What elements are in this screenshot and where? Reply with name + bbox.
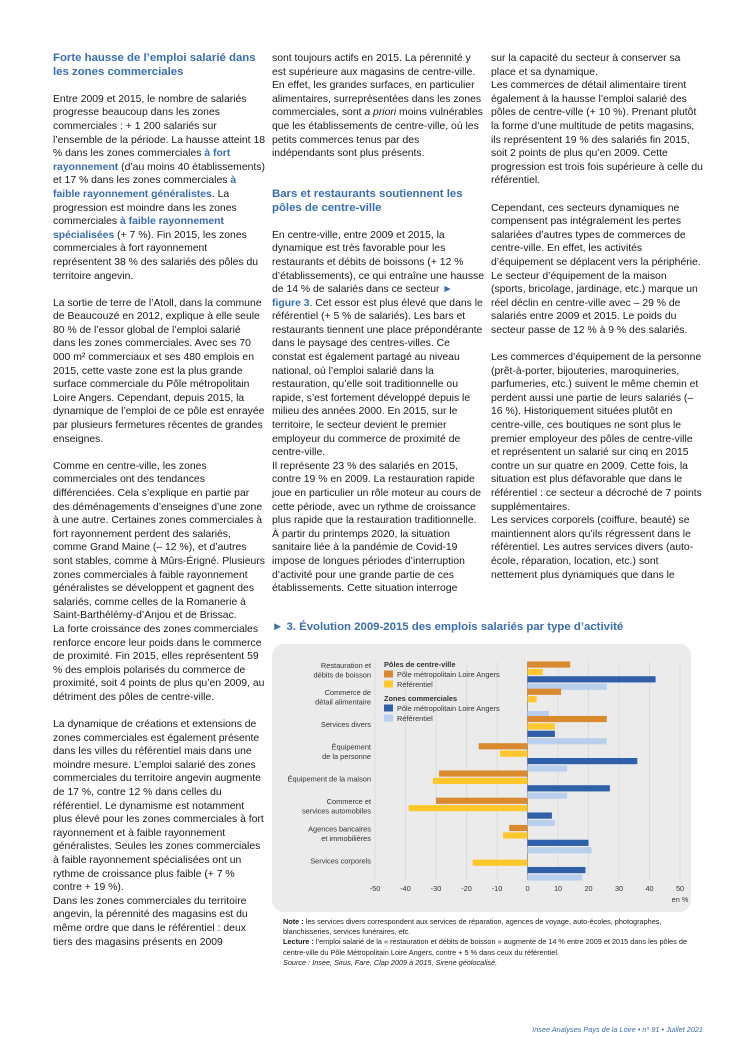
bar — [433, 778, 528, 784]
paragraph: Cependant, ces secteurs dynamiques ne compensent pas intégralement les pertes salariées d’autres types de commerces de centre-ville. En effet, les activités d’équipement se déplacent vers la périphérie. Le secteur d’équipement de la maison (sports, bricolage, jardinage, etc.) marque un réel déclin en centre-ville avec – 29 % de salariés entre 2009 et 2015. Le poids du secteur passe de 12 % à 9 % des salariés. — [491, 202, 701, 336]
bar — [528, 867, 586, 873]
bar — [500, 751, 527, 757]
legend-group-title: Zones commerciales — [384, 694, 458, 703]
legend-swatch — [384, 715, 393, 722]
text: En centre-ville, entre 2009 et 2015, la dynamique est très favorable pour les restaurants et débits de boissons (+ 12 % d’établissements), ce qui entraîne une hausse de 14 % de salariés dans ce secteur — [272, 229, 484, 296]
x-tick-label: 30 — [614, 884, 624, 893]
bar — [528, 669, 543, 675]
x-unit-label: en % — [671, 895, 689, 904]
bar — [509, 825, 527, 831]
x-tick-label: 10 — [553, 884, 563, 893]
x-tick-label: -50 — [369, 884, 381, 893]
lecture — [283, 937, 693, 957]
category-label: Restauration et — [320, 660, 371, 670]
glossary-link-fort-rayonnement[interactable]: à fort rayonnement — [53, 148, 231, 173]
note-etc: etc. — [398, 927, 411, 937]
bar — [528, 716, 607, 722]
category-label: Commerce de — [324, 688, 371, 698]
text: moins vulnérables que les établissements de centre-ville, où les petits commerces tenus par des indépendants sont plus présents. — [272, 107, 483, 160]
note-text: les services divers correspondent aux services de réparation, agences de voyage, auto-écoles, photographes, blanchisseries, services funéraires, — [283, 917, 662, 937]
spacer — [272, 174, 484, 188]
paragraph: Les commerces de détail alimentaire tirent également à la hausse l’emploi salarié des pôles de centre-ville (+ 10 %). Prenant plutôt la forme d’une multitude de petits magasins, ils représentent 19 % des salariés fin 2015, soit 2 points de plus qu’en 2009. Cette progression est trois fois supérieure à celle du référentiel. — [491, 80, 703, 187]
legend-label: Pôle métropolitain Loire Angers — [397, 670, 500, 679]
text: sont toujours actifs en 2015. La pérennité y est supérieure aux magasins de centre-ville. En effet, les grandes surfaces, en particulier alimentaires, surreprésentées dans les zones commerciales, sont — [272, 53, 482, 119]
paragraph — [272, 52, 484, 161]
category-label: débits de boisson — [313, 670, 371, 680]
x-tick-label: -20 — [461, 884, 472, 893]
legend-swatch — [384, 705, 393, 712]
legend-label: Référentiel — [397, 714, 433, 723]
figure-3-link[interactable]: ► figure 3 — [272, 284, 453, 309]
bar — [479, 743, 528, 749]
paragraph: Comme en centre-ville, les zones commerciales ont des tendances différenciées. Cela s’explique en partie par des déménagements d’enseignes d’une zone à une autre. Certaines zones commerciales à fort rayonnement perdent des salariés, comme Grand Maine (– 12 %), et d’autres sont stables, comme à Mûrs-Érigné. Plusieurs zones commerciales à faible rayonnement généralistes se développent et gagnent des salariés, comme celles de la Romanerie à Saint-Barthélémy-d’Anjou et de Brissac. — [53, 460, 265, 622]
legend-label: Référentiel — [397, 680, 433, 689]
x-tick-label: -30 — [430, 884, 442, 893]
bar — [528, 689, 562, 695]
bar — [528, 793, 568, 799]
x-tick-label: -10 — [491, 884, 503, 893]
bar — [436, 798, 528, 804]
column-2 — [272, 52, 484, 596]
x-tick-label: 0 — [525, 884, 530, 893]
legend-label: Pôle métropolitain Loire Angers — [397, 704, 500, 713]
category-label: de la personne — [322, 752, 371, 762]
note-label: Note : — [283, 917, 304, 926]
bar — [528, 840, 589, 846]
category-label: détail alimentaire — [315, 697, 371, 707]
bar — [528, 723, 555, 729]
paragraph: La dynamique de créations et extensions de zones commerciales est également présente dans les villes du référentiel mais dans une moindre mesure. L’emploi salarié des zones commerciales du territoire angevin augmente de 17 %, contre 12 % dans celles du référentiel. Le dynamisme est notamment plus élevé pour les zones commerciales à fort rayonnement et à faible rayonnement généralistes. Seules les zones commerciales à faible rayonnement spécialisées ont un rythme de croissance plus faible (+ 7 % contre + 19 %). — [53, 719, 264, 894]
bar — [439, 770, 527, 776]
column-3 — [491, 52, 703, 582]
category-label: Agences bancaires — [308, 824, 371, 834]
category-label: services automobiles — [301, 806, 371, 816]
source — [283, 958, 693, 968]
bar — [528, 847, 592, 853]
category-label: et immobilières — [321, 833, 371, 843]
paragraph: Les services corporels (coiffure, beauté) se maintiennent alors qu’ils régressent dans le référentiel. Les autres services divers (auto-école, réparation, location, etc.) sont nettement plus dynamiques que dans le — [491, 515, 694, 581]
lecture-label: Lecture : — [283, 937, 314, 947]
paragraph: Dans les zones commerciales du territoire angevin, la pérennité des magasins est du même ordre que dans le référentiel : deux tiers des magasins présents en 2009 — [53, 895, 248, 948]
bar — [528, 731, 555, 737]
category-label: Services corporels — [310, 856, 371, 866]
bar-chart — [272, 644, 702, 916]
source-text: Source : Insee, Sirus, Fare, Clap 2009 à 2015, Sirene géolocalisé. — [283, 957, 498, 967]
x-tick-label: 50 — [675, 884, 685, 893]
bar — [528, 812, 552, 818]
bar — [528, 758, 638, 764]
page-footer: Insee Analyses Pays de la Loire • n° 91 • Juillet 2021 — [532, 1025, 703, 1034]
paragraph: sur la capacité du secteur à conserver sa place et sa dynamique. — [491, 53, 681, 78]
bar — [528, 874, 583, 880]
section-heading-zones-commerciales: Forte hausse de l’emploi salarié dans les zones commerciales — [53, 52, 256, 78]
text: (+ 7 %). Fin 2015, les zones commerciales à fort rayonnement représentent 38 % des salariés des pôles du territoire angevin. — [53, 229, 259, 282]
x-tick-label: -40 — [400, 884, 411, 893]
bar — [528, 738, 607, 744]
bar — [528, 765, 568, 771]
italic-text: a priori — [364, 107, 397, 119]
category-label: Équipement — [331, 742, 371, 752]
text: . Cet essor est plus élevé que dans le référentiel (+ 5 % de salariés). Les bars et restaurants tiennent une place prépondérante dans le paysage des centres-villes. Ce constat est également partagé au niveau national, où l’emploi salarié dans la restauration, qu’elle soit traditionnelle ou rapide, s’est fortement développé depuis le milieu des années 2000. En 2015, sur le territoire, le secteur devient le premier employeur du commerce de proximité de centre-ville. — [272, 297, 483, 459]
lecture-text: l’emploi salarié de la « restauration et débits de boisson » augmente de 14 % entre 2009 et 2015 dans les pôles de centre-ville du Pôle Métropolitain Loire Angers, contre + 5 % dans ceux du référentiel. — [283, 937, 688, 957]
bar — [528, 785, 610, 791]
legend-group-title: Pôles de centre-ville — [384, 660, 456, 669]
category-label: Commerce et — [326, 797, 371, 807]
paragraph — [272, 229, 484, 460]
glossary-link-faible-rayonnement-specialisees[interactable]: à faible rayonnement spécialisées — [53, 216, 224, 241]
paragraph: Les commerces d’équipement de la personne (prêt-à-porter, bijouteries, maroquineries, parfumeries, etc.) suivent le même chemin et perdent aussi une partie de leurs salariés (– 16 %). Historiquement situées plutôt en centre-ville, ces boutiques ne sont plus le premier employeur des pôles de centre-ville et représentent un salarié sur cinq en 2015 contre un sur quatre en 2009. Cette fois, la situation est plus défavorable que dans le référentiel : ce secteur a décroché de 7 points supplémentaires. — [491, 352, 702, 513]
section-heading-bars-restaurants: Bars et restaurants soutiennent les pôles de centre-ville — [272, 187, 463, 214]
category-label: Services divers — [320, 720, 371, 730]
figure-title: ► 3. Évolution 2009-2015 des emplois salariés par type d’activité — [272, 621, 624, 633]
legend-swatch — [384, 671, 393, 678]
glossary-link-faible-rayonnement-generalistes[interactable]: à faible rayonnement généralistes — [53, 175, 237, 200]
text: (d’au moins 40 établissements) et 17 % dans les zones commerciales — [53, 161, 265, 187]
bar — [503, 832, 527, 838]
text: Entre 2009 et 2015, le nombre de salariés progresse beaucoup dans les zones commerciales : + 1 200 salariés sur l’ensemble de la période. La hausse atteint 18 % dans les zones commerciales — [53, 93, 265, 160]
text: . La progression est moindre dans les zones commerciales — [53, 188, 237, 228]
bar — [528, 676, 656, 682]
x-tick-label: 20 — [584, 884, 593, 893]
column-1 — [53, 52, 265, 949]
paragraph: Il représente 23 % des salariés en 2015, contre 19 % en 2009. La restauration rapide joue en particulier un rôle moteur au cours de cette période, avec un rythme de croissance plus rapide que la restauration traditionnelle. À partir du printemps 2020, la situation sanitaire liée à la pandémie de Covid-19 impose de longues périodes d’interruption d’activité pour une grande partie de ces établissements. Cette situation interroge — [272, 460, 482, 595]
paragraph: La sortie de terre de l’Atoll, dans la commune de Beaucouzé en 2012, explique à elle seule 80 % de l’essor global de l’emploi salarié dans les zones commerciales. Avec ses 70 000 m² commerciaux et ses 480 emplois en 2015, cette vaste zone est la plus grande surface commerciale du Pôle métropolitain Loire Angers. Cependant, depuis 2015, la dynamique de l’emploi de ce pôle est enrayée par plusieurs fermetures récentes de grandes enseignes. — [53, 297, 265, 445]
category-label: Équipement de la maison — [287, 774, 371, 784]
figure-notes — [283, 917, 693, 968]
bar — [409, 805, 528, 811]
x-tick-label: 40 — [645, 884, 654, 893]
bar — [473, 860, 528, 866]
bar — [528, 661, 571, 667]
paragraph: La forte croissance des zones commerciales renforce encore leur poids dans le commerce de proximité. Fin 2015, elles représentent 59 % des emplois polarisés du commerce de proximité, soit 4 points de plus qu’en 2009, au détriment des pôles de centre-ville. — [53, 623, 265, 703]
bar — [528, 696, 537, 702]
paragraph — [53, 93, 265, 283]
bar — [528, 820, 555, 826]
note — [283, 917, 693, 937]
legend-swatch — [384, 681, 393, 688]
